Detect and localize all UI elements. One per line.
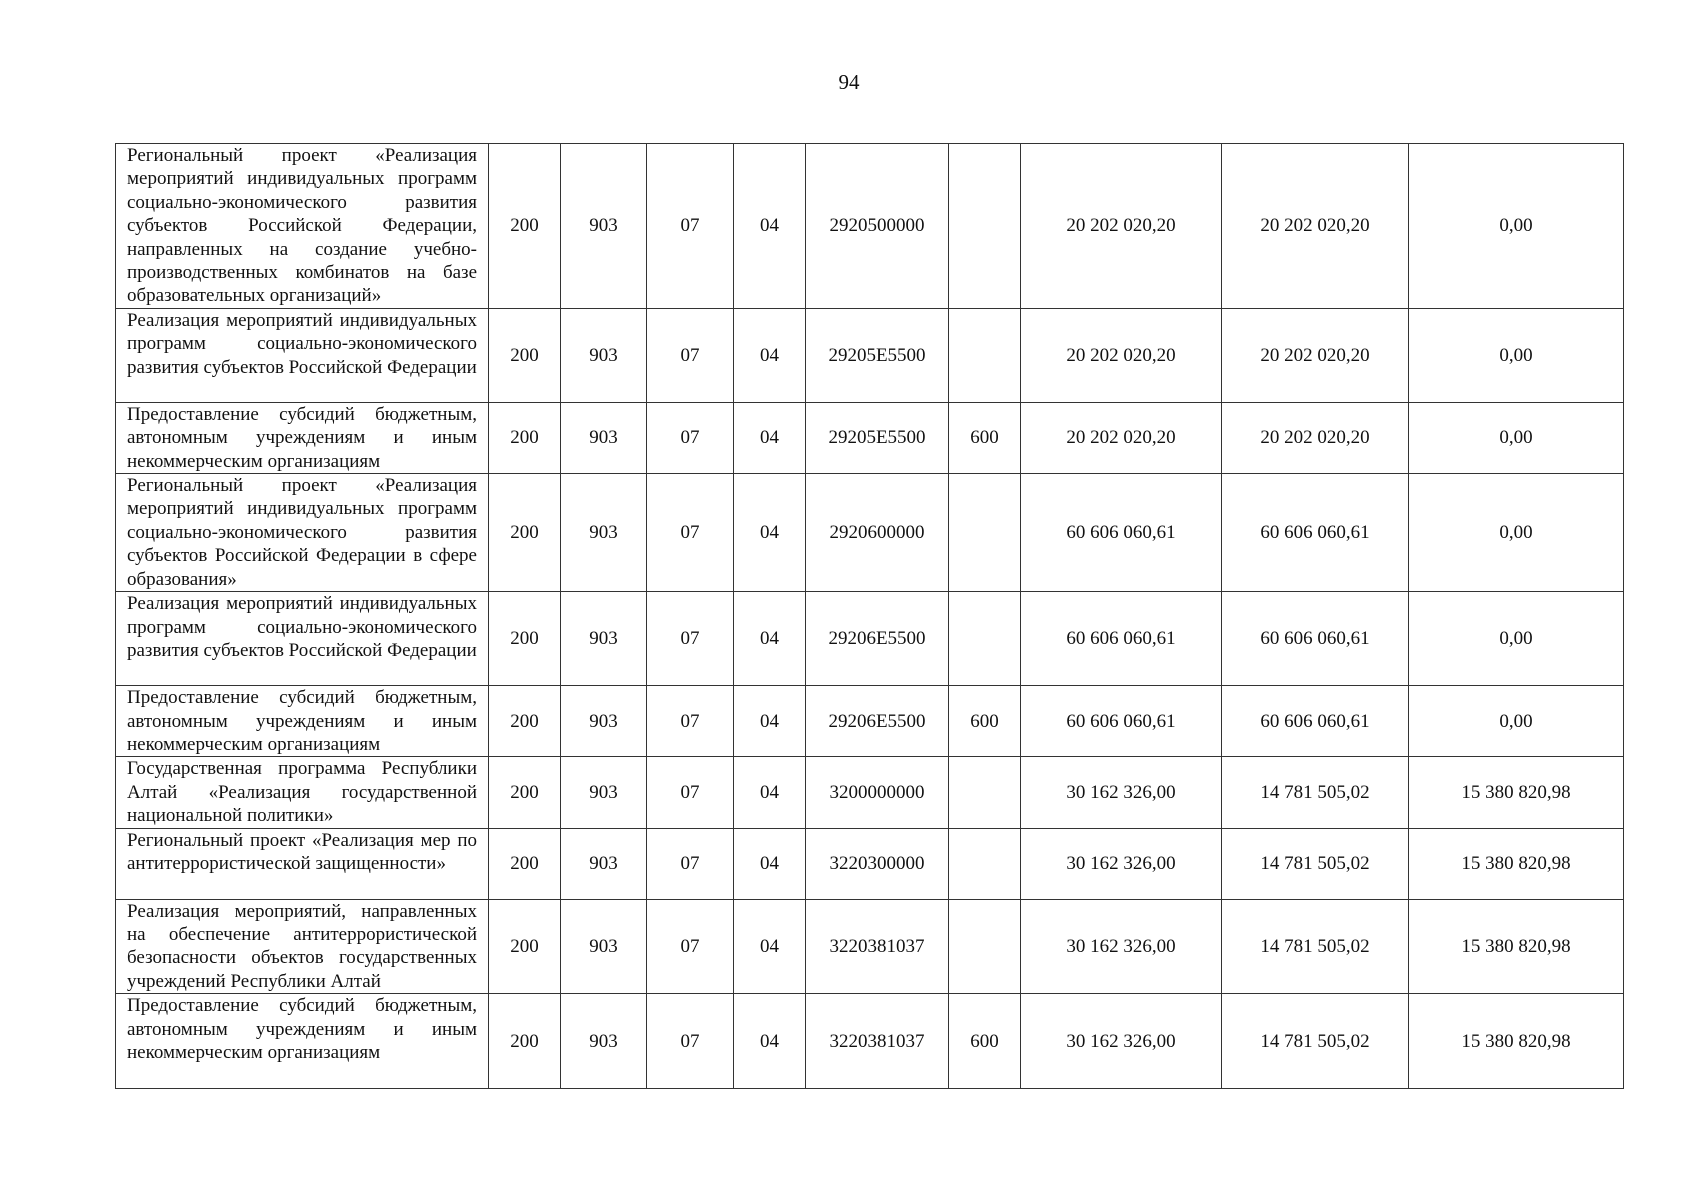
row-expense-type — [949, 474, 1021, 592]
row-code-2: 903 — [561, 474, 647, 592]
table-body — [116, 144, 1624, 1089]
row-description: Предоставление субсидий бюджетным, автономным учреждениям и иным некоммерческим организациям — [116, 686, 489, 757]
row-expense-type — [949, 592, 1021, 686]
row-code-4: 04 — [734, 828, 806, 899]
row-description: Региональный проект «Реализация мероприятий индивидуальных программ социально-экономического развития субъектов Российской Федерации, направленных на создание учебно-производственных комбинатов на базе образовательных организаций» — [116, 144, 489, 309]
row-expense-type — [949, 144, 1021, 309]
row-amount-3: 0,00 — [1409, 308, 1624, 402]
row-description: Реализация мероприятий индивидуальных программ социально-экономического развития субъектов Российской Федерации — [116, 308, 489, 402]
row-amount-2: 14 781 505,02 — [1222, 828, 1409, 899]
row-code-1: 200 — [489, 144, 561, 309]
row-expense-type: 600 — [949, 402, 1021, 473]
table-row — [116, 899, 1624, 994]
table-row — [116, 592, 1624, 686]
row-description: Региональный проект «Реализация мер по антитеррористической защищенности» — [116, 828, 489, 899]
row-code-4: 04 — [734, 474, 806, 592]
row-target-code: 3220381037 — [806, 994, 949, 1089]
row-amount-2: 60 606 060,61 — [1222, 592, 1409, 686]
row-amount-1: 30 162 326,00 — [1021, 899, 1222, 994]
row-code-3: 07 — [647, 592, 734, 686]
row-code-4: 04 — [734, 402, 806, 473]
row-code-2: 903 — [561, 308, 647, 402]
row-code-4: 04 — [734, 757, 806, 828]
row-amount-2: 14 781 505,02 — [1222, 994, 1409, 1089]
row-target-code: 29206E5500 — [806, 686, 949, 757]
row-amount-3: 15 380 820,98 — [1409, 994, 1624, 1089]
row-amount-2: 20 202 020,20 — [1222, 308, 1409, 402]
row-expense-type — [949, 899, 1021, 994]
row-code-1: 200 — [489, 402, 561, 473]
row-code-4: 04 — [734, 686, 806, 757]
row-amount-1: 30 162 326,00 — [1021, 828, 1222, 899]
row-code-2: 903 — [561, 757, 647, 828]
row-expense-type — [949, 828, 1021, 899]
row-amount-3: 0,00 — [1409, 402, 1624, 473]
row-code-3: 07 — [647, 402, 734, 473]
row-amount-2: 14 781 505,02 — [1222, 757, 1409, 828]
table-row — [116, 686, 1624, 757]
row-code-3: 07 — [647, 994, 734, 1089]
row-amount-3: 15 380 820,98 — [1409, 828, 1624, 899]
row-code-3: 07 — [647, 144, 734, 309]
row-target-code: 3220381037 — [806, 899, 949, 994]
row-code-4: 04 — [734, 308, 806, 402]
row-code-1: 200 — [489, 757, 561, 828]
row-expense-type: 600 — [949, 994, 1021, 1089]
row-code-4: 04 — [734, 899, 806, 994]
row-code-1: 200 — [489, 994, 561, 1089]
row-amount-3: 0,00 — [1409, 592, 1624, 686]
row-amount-1: 60 606 060,61 — [1021, 474, 1222, 592]
row-code-2: 903 — [561, 994, 647, 1089]
row-description: Реализация мероприятий индивидуальных программ социально-экономического развития субъектов Российской Федерации — [116, 592, 489, 686]
row-code-4: 04 — [734, 592, 806, 686]
row-amount-1: 20 202 020,20 — [1021, 402, 1222, 473]
row-code-1: 200 — [489, 899, 561, 994]
row-amount-2: 20 202 020,20 — [1222, 144, 1409, 309]
table-row — [116, 757, 1624, 828]
row-code-1: 200 — [489, 828, 561, 899]
row-description: Государственная программа Республики Алтай «Реализация государственной национальной политики» — [116, 757, 489, 828]
table-row — [116, 308, 1624, 402]
row-code-2: 903 — [561, 402, 647, 473]
row-target-code: 29206E5500 — [806, 592, 949, 686]
row-code-3: 07 — [647, 828, 734, 899]
row-code-1: 200 — [489, 686, 561, 757]
row-description: Предоставление субсидий бюджетным, автономным учреждениям и иным некоммерческим организациям — [116, 402, 489, 473]
row-code-3: 07 — [647, 899, 734, 994]
row-code-3: 07 — [647, 757, 734, 828]
row-amount-3: 15 380 820,98 — [1409, 899, 1624, 994]
row-description: Предоставление субсидий бюджетным, автономным учреждениям и иным некоммерческим организациям — [116, 994, 489, 1089]
row-target-code: 2920600000 — [806, 474, 949, 592]
row-amount-1: 60 606 060,61 — [1021, 592, 1222, 686]
row-target-code: 29205E5500 — [806, 308, 949, 402]
budget-table — [115, 143, 1624, 1089]
row-target-code: 3220300000 — [806, 828, 949, 899]
row-code-4: 04 — [734, 994, 806, 1089]
row-amount-3: 0,00 — [1409, 474, 1624, 592]
row-code-1: 200 — [489, 474, 561, 592]
row-code-2: 903 — [561, 144, 647, 309]
row-amount-3: 0,00 — [1409, 144, 1624, 309]
row-code-3: 07 — [647, 308, 734, 402]
row-amount-2: 14 781 505,02 — [1222, 899, 1409, 994]
row-expense-type: 600 — [949, 686, 1021, 757]
row-amount-2: 60 606 060,61 — [1222, 474, 1409, 592]
row-target-code: 3200000000 — [806, 757, 949, 828]
table-row — [116, 828, 1624, 899]
row-amount-2: 60 606 060,61 — [1222, 686, 1409, 757]
page-number: 94 — [838, 70, 860, 94]
row-code-2: 903 — [561, 828, 647, 899]
table-row — [116, 474, 1624, 592]
table-row — [116, 144, 1624, 309]
row-amount-1: 30 162 326,00 — [1021, 994, 1222, 1089]
row-amount-3: 15 380 820,98 — [1409, 757, 1624, 828]
row-amount-1: 20 202 020,20 — [1021, 144, 1222, 309]
row-amount-2: 20 202 020,20 — [1222, 402, 1409, 473]
row-code-2: 903 — [561, 686, 647, 757]
row-amount-1: 60 606 060,61 — [1021, 686, 1222, 757]
row-expense-type — [949, 308, 1021, 402]
row-amount-3: 0,00 — [1409, 686, 1624, 757]
row-code-3: 07 — [647, 474, 734, 592]
row-description: Региональный проект «Реализация мероприятий индивидуальных программ социально-экономического развития субъектов Российской Федерации в сфере образования» — [116, 474, 489, 592]
table-row — [116, 994, 1624, 1089]
row-code-2: 903 — [561, 899, 647, 994]
table-row — [116, 402, 1624, 473]
row-code-4: 04 — [734, 144, 806, 309]
row-code-2: 903 — [561, 592, 647, 686]
row-code-1: 200 — [489, 592, 561, 686]
row-amount-1: 20 202 020,20 — [1021, 308, 1222, 402]
row-expense-type — [949, 757, 1021, 828]
row-amount-1: 30 162 326,00 — [1021, 757, 1222, 828]
row-target-code: 29205E5500 — [806, 402, 949, 473]
row-target-code: 2920500000 — [806, 144, 949, 309]
row-code-3: 07 — [647, 686, 734, 757]
row-code-1: 200 — [489, 308, 561, 402]
row-description: Реализация мероприятий, направленных на обеспечение антитеррористической безопасности объектов государственных учреждений Республики Алтай — [116, 899, 489, 994]
